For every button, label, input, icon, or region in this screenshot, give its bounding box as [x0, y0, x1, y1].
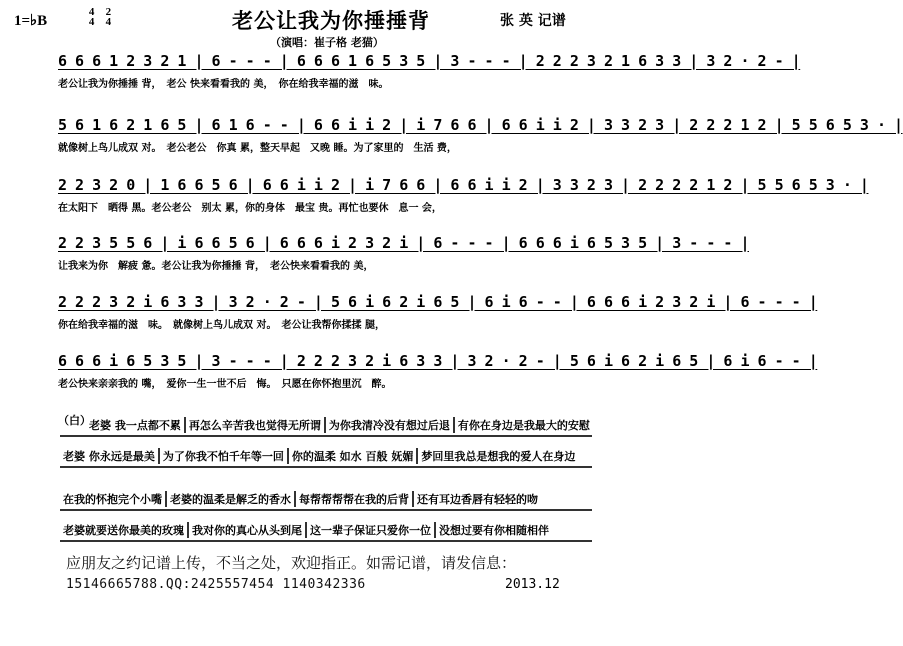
verse-cell: 每帮帮帮帮在我的后背	[296, 491, 414, 507]
notes: 2 2 3 5 5 6 | i 6 6 5 6 | 6 6 6 i 2 3 2 i | 6 - - - | 6 6 6 i 6 5 3 5 | 3 - - - |	[58, 234, 749, 252]
footer-contact: 15146665788.QQ:2425557454 1140342336	[66, 577, 366, 592]
verse-cell: 老婆就要送你最美的玫瑰	[60, 522, 189, 538]
performer-subtitle: （演唱：崔子格 老猫）	[270, 36, 384, 49]
lyrics: 你在给我幸福的滋 味。 就像树上鸟儿成双 对。 老公让我帮你揉揉 腿，	[58, 320, 385, 331]
verse-two-section	[60, 488, 592, 550]
verse-row	[60, 488, 592, 511]
verse-cell: 在我的怀抱完个小嘴	[60, 491, 167, 507]
score-line-5	[58, 293, 818, 331]
verse-cell: 梦回里我总是想我的爱人在身边	[421, 450, 576, 463]
spoken-verse-section	[60, 414, 592, 476]
verse-cell: 你的温柔 如水 百般 妩媚	[289, 448, 419, 464]
verse-cell: 为了你我不怕千年等一回	[160, 448, 289, 464]
verse-cell: 再怎么辛苦我也觉得无所谓	[186, 417, 326, 433]
footer-note: 应朋友之约记谱上传，不当之处，欢迎指正。如需记谱，请发信息：	[66, 554, 517, 572]
meter-den-2: 4	[105, 16, 112, 28]
verse-row	[60, 414, 592, 437]
verse-cell: 我对你的真心从头到尾	[189, 522, 307, 538]
lyrics: 老公快来亲亲我的 嘴， 爱你一生一世不后 悔。 只愿在你怀抱里沉 醉。	[58, 379, 392, 390]
score-line-3	[58, 176, 869, 214]
time-signature	[82, 7, 118, 27]
verse-cell: 没想过要有你相随相伴	[439, 524, 549, 537]
meter-num-1: 4	[88, 6, 95, 18]
song-title: 老公让我为你捶捶背	[232, 9, 430, 33]
verse-cell: 老婆 我一点都不累	[86, 417, 186, 433]
notes: 5 6 1 6 2 1 6 5 | 6 1 6 - - | 6 6 i i 2 | i 7 6 6 | 6 6 i i 2 | 3 3 2 3 | 2 2 2 1 2 | 5 5 6 5 3 · |	[58, 116, 903, 134]
verse-cell: 这一辈子保证只爱你一位	[307, 522, 436, 538]
verse-cell: 有你在身边是我最大的安慰	[457, 419, 590, 432]
notes: 6 6 6 i 6 5 3 5 | 3 - - - | 2 2 2 3 2 i 6 3 3 | 3 2 · 2 - | 5 6 i 6 2 i 6 5 | 6 i 6 - - |	[58, 352, 818, 370]
meter-num-2: 2	[105, 6, 112, 18]
verse-row	[60, 519, 592, 542]
score-line-2	[58, 116, 903, 154]
lyrics: 老公让我为你捶捶 背， 老公 快来看看我的 美， 你在给我幸福的滋 味。	[58, 79, 389, 90]
notes: 2 2 3 2 0 | 1 6 6 5 6 | 6 6 i i 2 | i 7 6 6 | 6 6 i i 2 | 3 3 2 3 | 2 2 2 2 1 2 | 5 5 6 5 3 · |	[58, 176, 869, 194]
verse-cell: 老婆 你永远是最美	[60, 448, 160, 464]
footer-date: 2013.12	[505, 577, 560, 592]
verse-cell: 为你我清冷没有想过后退	[326, 417, 455, 433]
verse-row	[60, 445, 592, 468]
key-signature: 1=♭B	[14, 13, 48, 29]
lyrics: 让我来为你 解疲 惫。老公让我为你捶捶 背， 老公快来看看我的 美，	[58, 261, 374, 272]
score-line-1	[58, 52, 801, 90]
verse-cell: 老婆的温柔是解乏的香水	[167, 491, 296, 507]
lyrics: 就像树上鸟儿成双 对。 老公老公 你真 累，整天早起 又晚 睡。为了家里的 生活 费，	[58, 143, 457, 154]
transcriber-credit: 张 英 记谱	[500, 13, 566, 29]
notes: 6 6 6 1 2 3 2 1 | 6 - - - | 6 6 6 1 6 5 3 5 | 3 - - - | 2 2 2 3 2 1 6 3 3 | 3 2 · 2 - |	[58, 52, 801, 70]
meter-den-1: 4	[88, 16, 95, 28]
notes: 2 2 2 3 2 i 6 3 3 | 3 2 · 2 - | 5 6 i 6 2 i 6 5 | 6 i 6 - - | 6 6 6 i 2 3 2 i | 6 - - - |	[58, 293, 818, 311]
verse-cell: 还有耳边香唇有轻轻的吻	[417, 493, 538, 506]
score-line-4	[58, 234, 749, 272]
spoken-label: （白）	[58, 414, 91, 427]
lyrics: 在太阳下 晒得 黑。老公老公 别太 累，你的身体 最宝 贵。再忙也要休 息一 会，	[58, 203, 442, 214]
score-line-6	[58, 352, 818, 390]
